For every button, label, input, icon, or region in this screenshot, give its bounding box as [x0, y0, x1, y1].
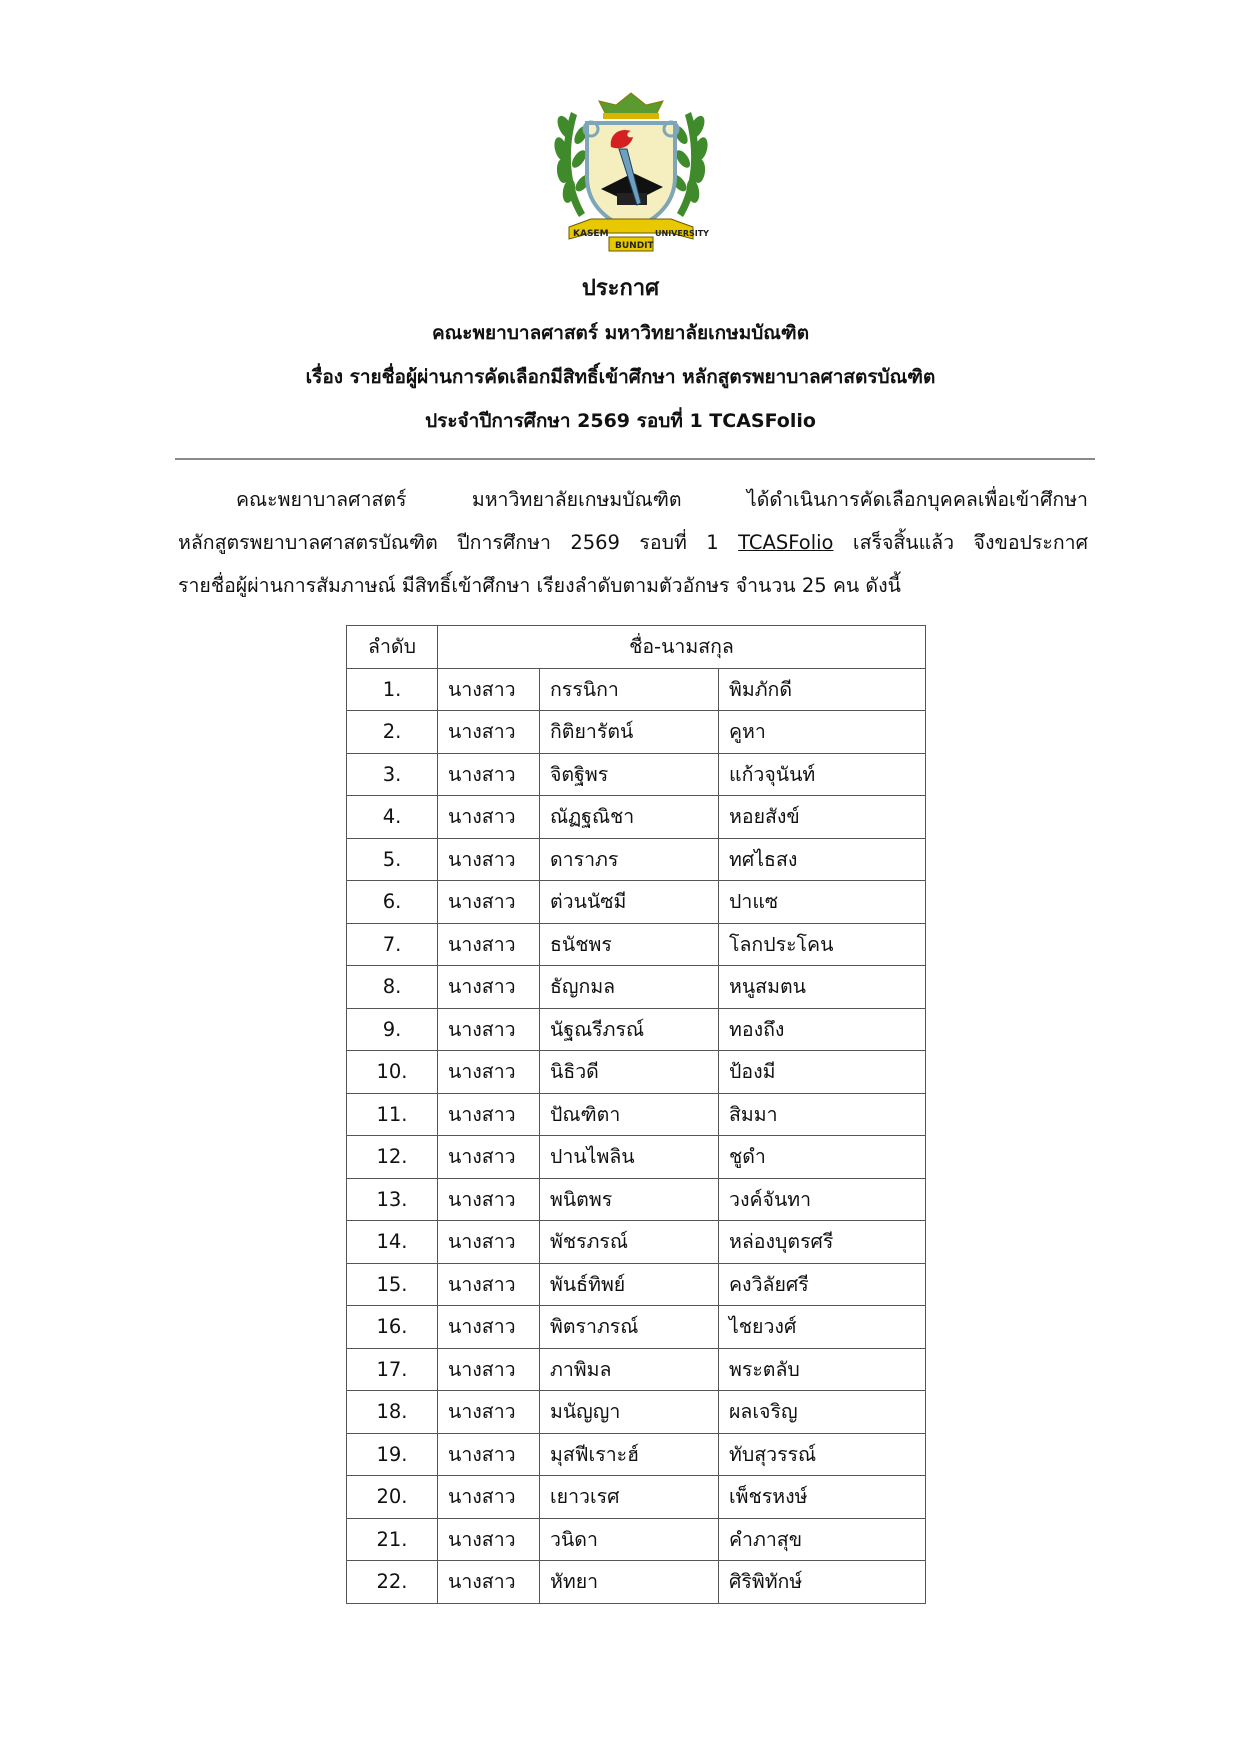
row-prefix: นางสาว	[438, 838, 540, 881]
row-prefix: นางสาว	[438, 668, 540, 711]
row-last-name: ป้องมี	[719, 1051, 926, 1094]
row-prefix: นางสาว	[438, 796, 540, 839]
table-row	[347, 923, 926, 966]
row-last-name: โลกประโคน	[719, 923, 926, 966]
table-row	[347, 966, 926, 1009]
row-first-name: ธนัชพร	[540, 923, 719, 966]
table-row	[347, 1348, 926, 1391]
row-prefix: นางสาว	[438, 881, 540, 924]
row-number: 17.	[347, 1348, 438, 1391]
row-prefix: นางสาว	[438, 1263, 540, 1306]
row-first-name: ดาราภร	[540, 838, 719, 881]
row-last-name: ผลเจริญ	[719, 1391, 926, 1434]
row-prefix: นางสาว	[438, 966, 540, 1009]
row-first-name: พันธ์ทิพย์	[540, 1263, 719, 1306]
row-number: 19.	[347, 1433, 438, 1476]
row-prefix: นางสาว	[438, 1051, 540, 1094]
header-full-name: ชื่อ-นามสกุล	[438, 626, 926, 669]
row-first-name: ปานไพลิน	[540, 1136, 719, 1179]
row-first-name: ต่วนนัซมี	[540, 881, 719, 924]
faculty-name: คณะพยาบาลศาสตร์ มหาวิทยาลัยเกษมบัณฑิต	[431, 322, 810, 344]
row-last-name: หอยสังข์	[719, 796, 926, 839]
row-first-name: มนัญญา	[540, 1391, 719, 1434]
table-row	[347, 1136, 926, 1179]
body-line-2-end: เสร็จสิ้นแล้ว จึงขอประกาศ	[833, 531, 1088, 554]
row-last-name: คูหา	[719, 711, 926, 754]
row-prefix: นางสาว	[438, 753, 540, 796]
body-line-2-start: หลักสูตรพยาบาลศาสตรบัณฑิต ปีการศึกษา 2569 รอบที่ 1	[178, 531, 739, 554]
row-number: 18.	[347, 1391, 438, 1434]
table-row	[347, 668, 926, 711]
row-last-name: พิมภักดี	[719, 668, 926, 711]
row-number: 7.	[347, 923, 438, 966]
table-row	[347, 711, 926, 754]
logo-text-university: UNIVERSITY	[655, 229, 709, 238]
row-last-name: ปาแซ	[719, 881, 926, 924]
table-row	[347, 1093, 926, 1136]
row-last-name: แก้วจุนันท์	[719, 753, 926, 796]
row-prefix: นางสาว	[438, 1561, 540, 1604]
row-number: 1.	[347, 668, 438, 711]
row-number: 8.	[347, 966, 438, 1009]
row-prefix: นางสาว	[438, 1348, 540, 1391]
logo-text-bundit: BUNDIT	[615, 241, 654, 251]
row-number: 16.	[347, 1306, 438, 1349]
row-number: 9.	[347, 1008, 438, 1051]
row-first-name: พนิตพร	[540, 1178, 719, 1221]
row-first-name: ณัฏฐณิชา	[540, 796, 719, 839]
row-last-name: คงวิลัยศรี	[719, 1263, 926, 1306]
row-last-name: หล่องบุตรศรี	[719, 1221, 926, 1264]
row-number: 21.	[347, 1518, 438, 1561]
row-last-name: ชูดำ	[719, 1136, 926, 1179]
body-line-2	[178, 521, 1088, 564]
row-prefix: นางสาว	[438, 1008, 540, 1051]
row-last-name: ทองถึง	[719, 1008, 926, 1051]
table-row	[347, 838, 926, 881]
table-row	[347, 1391, 926, 1434]
row-prefix: นางสาว	[438, 1476, 540, 1519]
row-first-name: หัทยา	[540, 1561, 719, 1604]
row-prefix: นางสาว	[438, 923, 540, 966]
row-first-name: วนิดา	[540, 1518, 719, 1561]
row-last-name: ทับสุวรรณ์	[719, 1433, 926, 1476]
row-first-name: นัฐณรีภรณ์	[540, 1008, 719, 1051]
row-first-name: ปัณฑิตา	[540, 1093, 719, 1136]
row-number: 6.	[347, 881, 438, 924]
table-row	[347, 1221, 926, 1264]
row-number: 4.	[347, 796, 438, 839]
row-number: 14.	[347, 1221, 438, 1264]
row-number: 15.	[347, 1263, 438, 1306]
row-first-name: ธัญกมล	[540, 966, 719, 1009]
row-first-name: กิติยารัตน์	[540, 711, 719, 754]
row-number: 2.	[347, 711, 438, 754]
row-prefix: นางสาว	[438, 1136, 540, 1179]
table-row	[347, 753, 926, 796]
header-order: ลำดับ	[347, 626, 438, 669]
row-number: 3.	[347, 753, 438, 796]
row-number: 5.	[347, 838, 438, 881]
university-logo	[551, 87, 711, 255]
academic-year-round: ประจำปีการศึกษา 2569 รอบที่ 1 TCASFolio	[425, 410, 816, 432]
row-last-name: พระตลับ	[719, 1348, 926, 1391]
body-line-3: รายชื่อผู้ผ่านการสัมภาษณ์ มีสิทธิ์เข้าศึกษา เรียงลำดับตามตัวอักษร จำนวน 25 คน ดังนี้	[178, 574, 901, 597]
logo-text-kasem: KASEM	[573, 229, 609, 239]
table-row	[347, 1306, 926, 1349]
table-header-row	[347, 626, 926, 669]
row-number: 12.	[347, 1136, 438, 1179]
row-prefix: นางสาว	[438, 1178, 540, 1221]
row-prefix: นางสาว	[438, 1391, 540, 1434]
crown-icon	[599, 93, 663, 119]
table-row	[347, 796, 926, 839]
table-row	[347, 1433, 926, 1476]
row-last-name: เพ็ชรหงษ์	[719, 1476, 926, 1519]
row-number: 22.	[347, 1561, 438, 1604]
row-prefix: นางสาว	[438, 1518, 540, 1561]
table-row	[347, 1561, 926, 1604]
row-last-name: ทศไธสง	[719, 838, 926, 881]
tcasfolio-link[interactable]: TCASFolio	[738, 531, 834, 554]
admitted-students-table	[346, 625, 926, 1604]
announcement-title: ประกาศ	[581, 276, 660, 301]
row-prefix: นางสาว	[438, 1433, 540, 1476]
table-row	[347, 1178, 926, 1221]
row-last-name: คำภาสุข	[719, 1518, 926, 1561]
divider	[175, 458, 1095, 460]
table-row	[347, 1008, 926, 1051]
table-row	[347, 881, 926, 924]
row-last-name: ไชยวงศ์	[719, 1306, 926, 1349]
announcement-subject: เรื่อง รายชื่อผู้ผ่านการคัดเลือกมีสิทธิ์เข้าศึกษา หลักสูตรพยาบาลศาสตรบัณฑิต	[305, 366, 936, 388]
table-row	[347, 1263, 926, 1306]
row-number: 13.	[347, 1178, 438, 1221]
row-first-name: กรรนิกา	[540, 668, 719, 711]
row-first-name: พัชรภรณ์	[540, 1221, 719, 1264]
row-last-name: ศิริพิทักษ์	[719, 1561, 926, 1604]
row-first-name: นิธิวดี	[540, 1051, 719, 1094]
row-first-name: พิตราภรณ์	[540, 1306, 719, 1349]
row-prefix: นางสาว	[438, 711, 540, 754]
row-number: 11.	[347, 1093, 438, 1136]
row-prefix: นางสาว	[438, 1221, 540, 1264]
row-first-name: เยาวเรศ	[540, 1476, 719, 1519]
table-row	[347, 1476, 926, 1519]
row-first-name: จิตฐิพร	[540, 753, 719, 796]
row-last-name: หนูสมตน	[719, 966, 926, 1009]
row-first-name: มุสฟีเราะฮ์	[540, 1433, 719, 1476]
row-prefix: นางสาว	[438, 1306, 540, 1349]
body-line-1: คณะพยาบาลศาสตร์ มหาวิทยาลัยเกษมบัณฑิต ได้ดำเนินการคัดเลือกบุคคลเพื่อเข้าศึกษา	[236, 488, 1088, 511]
row-first-name: ภาพิมล	[540, 1348, 719, 1391]
row-number: 10.	[347, 1051, 438, 1094]
row-number: 20.	[347, 1476, 438, 1519]
row-last-name: สิมมา	[719, 1093, 926, 1136]
row-prefix: นางสาว	[438, 1093, 540, 1136]
row-last-name: วงค์จันทา	[719, 1178, 926, 1221]
table-row	[347, 1518, 926, 1561]
table-row	[347, 1051, 926, 1094]
